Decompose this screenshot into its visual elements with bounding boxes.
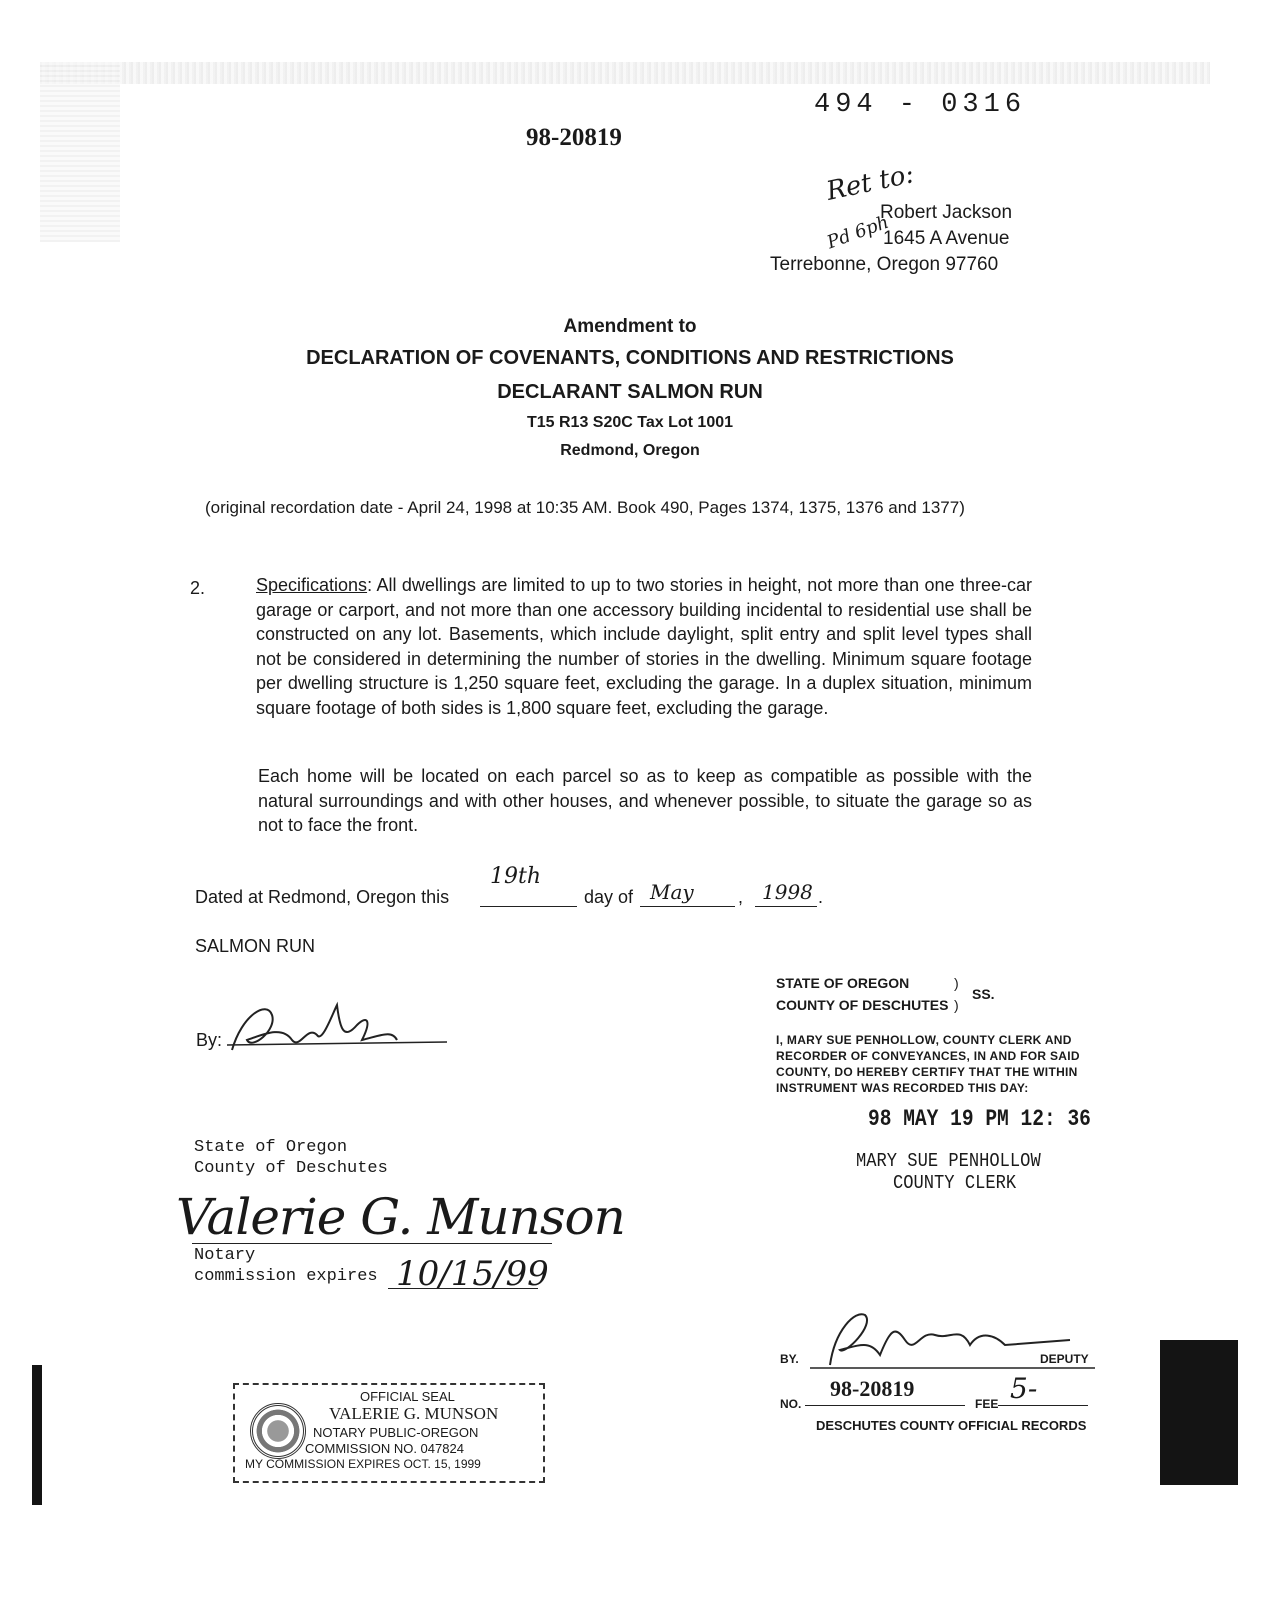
official-seal-stamp [233,1383,545,1483]
dated-suffix: . [818,887,824,907]
section-body [256,573,1032,720]
clerk-ss: SS. [972,986,995,1002]
notary-state: State of Oregon [194,1138,348,1157]
return-to-note: Ret to: [823,159,917,207]
dated-prefix: Dated at Redmond, Oregon this [195,887,450,907]
notary-title: Notary [194,1246,256,1265]
clerk-state: STATE OF OREGON [776,975,910,991]
clerk-county: COUNTY OF DESCHUTES [776,997,949,1013]
clerk-cert-3: COUNTY, DO HEREBY CERTIFY THAT THE WITHIN [776,1065,1078,1079]
section-number: 2. [190,578,206,598]
clerk-cert-4: INSTRUMENT WAS RECORDED THIS DAY: [776,1081,1029,1095]
title-amendment: Amendment to [563,316,697,337]
dated-month: May [650,880,694,904]
signer-entity: SALMON RUN [195,936,316,956]
dated-mid: day of [584,887,634,907]
seal-line-4: COMMISSION NO. 047824 [305,1441,464,1456]
scan-artifact-right [1160,1340,1238,1485]
dated-year-line [755,906,817,907]
clerk-footer: DESCHUTES COUNTY OFFICIAL RECORDS [816,1418,1087,1433]
title-tax-lot: T15 R13 S20C Tax Lot 1001 [526,414,734,431]
recorded-stamp: 98 MAY 19 PM 12: 36 [868,1106,1091,1132]
dated-year: 1998 [762,880,813,904]
clerk-fee-value: 5- [1010,1372,1038,1405]
clerk-fee-label: FEE [975,1397,999,1411]
seal-line-1: OFFICIAL SEAL [360,1389,455,1404]
clerk-cert-2: RECORDER OF CONVEYANCES, IN AND FOR SAID [776,1049,1080,1063]
notary-county: County of Deschutes [194,1159,388,1178]
scan-artifact-left [32,1365,42,1505]
state-seal-icon [250,1403,306,1459]
dated-comma: , [738,887,744,907]
return-name: Robert Jackson [880,202,1013,223]
section-text: : All dwellings are limited to up to two stories in height, not more than one three-car garage or carport, and not more than one accessory building incidental to residential use shall be constructed on any lot. Basements, which include daylight, split entry and split level types shall not be considered in determining the number of stories in the dwelling. Minimum square footage per dwelling structure is 1,250 square feet, excluding the garage. In a duplex situation, minimum square footage of both sides is 1,800 square feet, excluding the garage. [256,575,1032,718]
clerk-no-label: NO. [780,1397,802,1411]
clerk-fee-line [998,1405,1088,1406]
scan-noise-top [40,62,1210,84]
seal-line-5: MY COMMISSION EXPIRES OCT. 15, 1999 [245,1457,481,1471]
notary-expires-value: 10/15/99 [396,1254,549,1294]
clerk-state-paren: ) [954,975,959,991]
return-to-initials: Pd 6ph [824,211,892,254]
return-street: 1645 A Avenue [883,228,1010,249]
section-heading: Specifications [256,575,368,595]
notary-signature: Valerie G. Munson [176,1188,625,1246]
seal-line-3: NOTARY PUBLIC-OREGON [313,1425,479,1440]
clerk-by-label: BY. [780,1352,799,1366]
signer-by-label: By: [196,1030,223,1050]
clerk-no-line [805,1405,965,1406]
dated-day: 19th [490,864,542,889]
notary-signature-line [192,1243,552,1244]
clerk-title: COUNTY CLERK [893,1172,1017,1194]
clerk-county-paren: ) [954,997,959,1013]
clerk-no-value: 98-20819 [830,1376,915,1401]
title-location: Redmond, Oregon [560,442,700,459]
recordation-note: (original recordation date - April 24, 1998 at 10:35 AM. Book 490, Pages 1374, 1375, 1376 and 1377) [205,498,965,517]
clerk-cert-1: I, MARY SUE PENHOLLOW, COUNTY CLERK AND [776,1033,1072,1047]
dated-month-line [640,906,735,907]
book-page-number: 494 - 0316 [814,90,1027,120]
title-declarant: DECLARANT SALMON RUN [497,381,763,403]
document-number: 98-20819 [526,124,622,151]
notary-expires-label: commission expires [194,1267,378,1286]
notary-expires-line [388,1288,538,1289]
signer-signature [222,995,452,1065]
seal-line-2: VALERIE G. MUNSON [329,1404,499,1423]
title-declaration: DECLARATION OF COVENANTS, CONDITIONS AND RESTRICTIONS [306,347,954,369]
section-paragraph-2: Each home will be located on each parcel so as to keep as compatible as possible with the natural surroundings and with other houses, and whenever possible, to situate the garage so as not to face the front. [258,766,1032,835]
dated-day-line [480,906,577,907]
clerk-name: MARY SUE PENHOLLOW [856,1150,1041,1172]
return-city: Terrebonne, Oregon 97760 [770,254,999,275]
clerk-deputy-label: DEPUTY [1040,1352,1089,1366]
scan-noise-left [40,62,120,242]
